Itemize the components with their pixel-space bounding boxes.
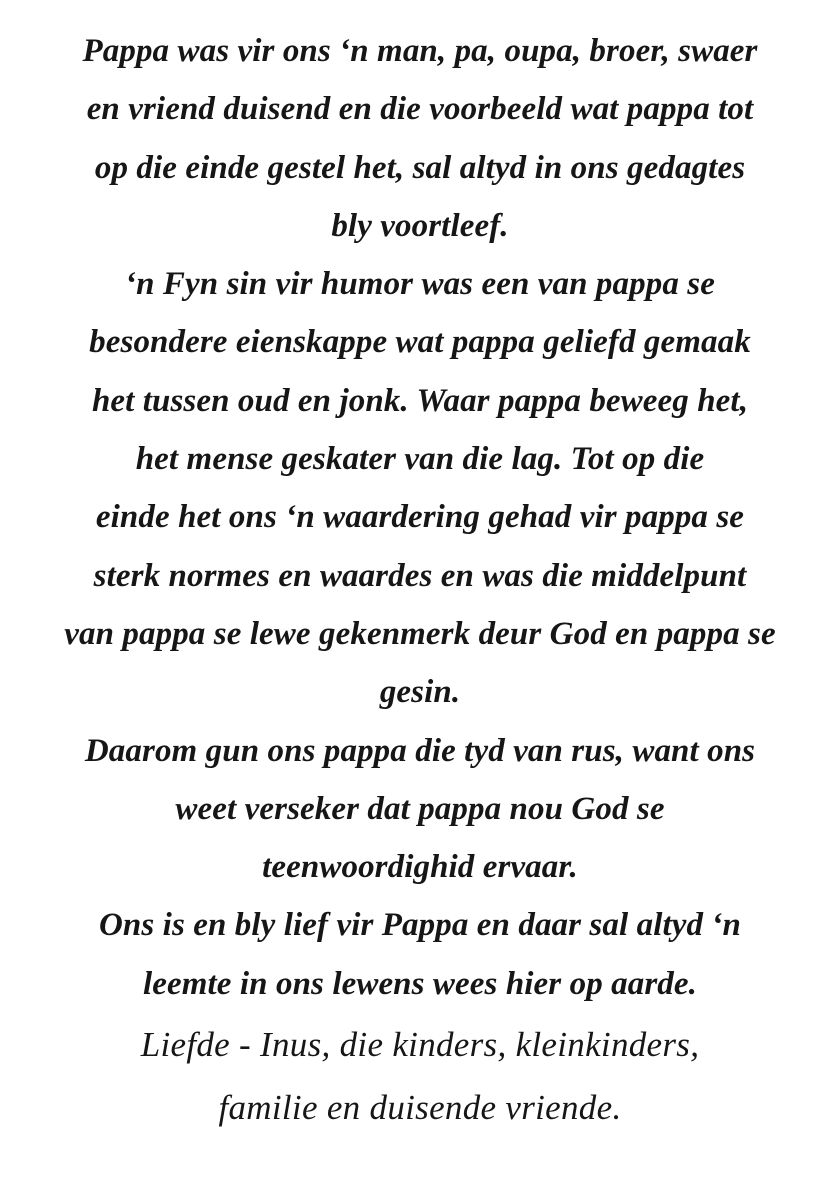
tribute-line: Daarom gun ons pappa die tyd van rus, want ons xyxy=(84,732,756,769)
tribute-line: einde het ons ‘n waardering gehad vir pappa se xyxy=(95,499,745,536)
tribute-line: leemte in ons lewens wees hier op aarde. xyxy=(143,965,697,1002)
tribute-line: Pappa was vir ons ‘n man, pa, oupa, broer, swaer xyxy=(82,33,758,69)
signature-line: familie en duisende vriende. xyxy=(218,1088,622,1128)
tribute-line: het mense geskater van die lag. Tot op die xyxy=(135,441,705,478)
tribute-line: bly voortleef. xyxy=(331,207,509,244)
tribute-line: besondere eienskappe wat pappa geliefd gemaak xyxy=(89,324,751,361)
tribute-line: gesin. xyxy=(379,674,461,711)
tribute-text xyxy=(12,22,828,1139)
tribute-line: teenwoordighid ervaar. xyxy=(262,849,578,886)
tribute-line: het tussen oud en jonk. Waar pappa beweeg het, xyxy=(91,382,749,419)
tribute-line: op die einde gestel het, sal altyd in ons gedagtes xyxy=(94,149,746,186)
tribute-line: van pappa se lewe gekenmerk deur God en pappa se xyxy=(64,615,776,652)
signature-line: Liefde - Inus, die kinders, kleinkinders, xyxy=(140,1025,700,1065)
tribute-line: sterk normes en waardes en was die middelpunt xyxy=(93,557,747,594)
tribute-line: weet verseker dat pappa nou God se xyxy=(175,790,665,827)
tribute-line: en vriend duisend en die voorbeeld wat pappa tot xyxy=(86,91,754,128)
tribute-line: Ons is en bly lief vir Pappa en daar sal altyd ‘n xyxy=(99,907,741,944)
tribute-line: ‘n Fyn sin vir humor was een van pappa se xyxy=(125,266,715,303)
